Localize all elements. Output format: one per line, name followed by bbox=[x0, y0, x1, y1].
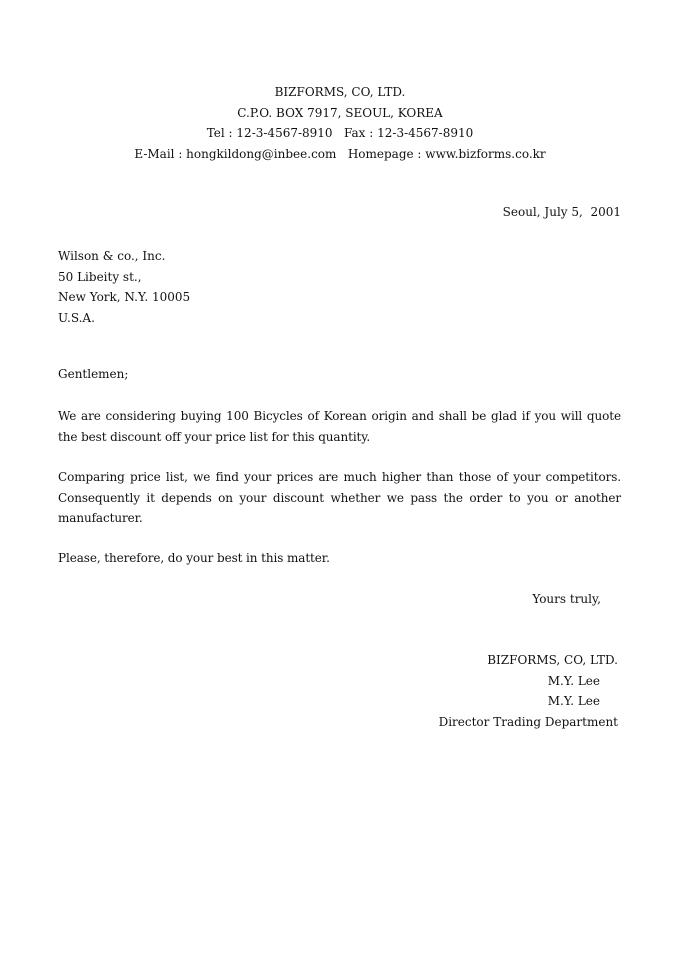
signature-name-2: M.Y. Lee bbox=[547, 694, 600, 708]
body-paragraph-2: Comparing price list, we find your prices are much higher than those of your competitors. Consequently it depends on your discount whether we pass the order to you or another manufacturer. bbox=[58, 470, 621, 525]
recipient-line-3: New York, N.Y. 10005 bbox=[58, 290, 191, 304]
letterhead-phone-fax: Tel : 12-3-4567-8910 Fax : 12-3-4567-8910 bbox=[206, 126, 474, 140]
letterhead-email-web: E-Mail : hongkildong@inbee.com Homepage : www.bizforms.co.kr bbox=[134, 146, 546, 161]
recipient-address bbox=[58, 246, 190, 328]
recipient-line-2: 50 Libeity st., bbox=[58, 269, 142, 284]
signature-name-1: M.Y. Lee bbox=[547, 673, 600, 688]
recipient-line-4: U.S.A. bbox=[58, 310, 95, 325]
closing: Yours truly, bbox=[532, 592, 601, 606]
body-paragraph-1: We are considering buying 100 Bicycles of Korean origin and shall be glad if you will quote the best discount off your price list for this quantity. bbox=[58, 409, 621, 444]
recipient-line-1: Wilson & co., Inc. bbox=[58, 249, 166, 263]
signature-block bbox=[439, 650, 618, 732]
signature-company: BIZFORMS, CO, LTD. bbox=[487, 653, 618, 667]
letterhead bbox=[0, 82, 680, 164]
body-paragraph-3: Please, therefore, do your best in this matter. bbox=[58, 551, 330, 565]
salutation: Gentlemen; bbox=[58, 367, 129, 381]
letterhead-company: BIZFORMS, CO, LTD. bbox=[274, 85, 406, 99]
letterhead-address: C.P.O. BOX 7917, SEOUL, KOREA bbox=[237, 105, 443, 120]
letter-date: Seoul, July 5, 2001 bbox=[502, 205, 621, 219]
signature-title: Director Trading Department bbox=[438, 714, 618, 729]
